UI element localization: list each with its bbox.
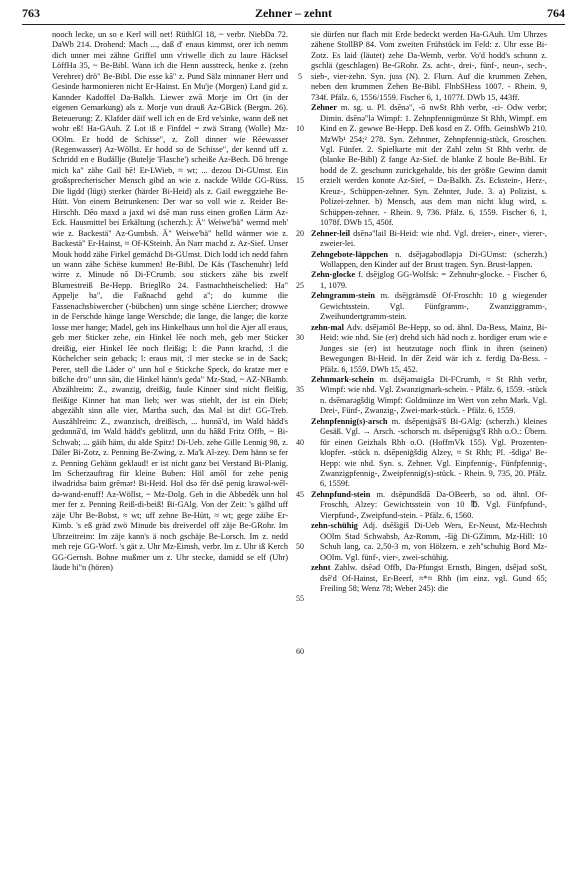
right-column <box>311 30 547 866</box>
left-column <box>52 30 288 866</box>
entry-body: m. dsējgrämsdē Of-Froschh: 10 g wiegender Gewichtsstein. Vgl. Fünfgramm-, Zwanziggramm-, Zweihundertgramm-stein. <box>320 291 547 322</box>
line-number: 40 <box>296 437 304 447</box>
line-number: 30 <box>296 333 304 343</box>
entry-continuation <box>311 30 547 103</box>
entry-headword: Zehner-leil <box>311 228 351 238</box>
line-number: 10 <box>296 124 304 134</box>
entry-body: n. dsējəgəbodləpjə Di-GUmst: (scherzh.) Wollappen, den Kinder auf der Brust tragen. Syn. Brust-lappen. <box>320 249 547 269</box>
dictionary-entry <box>311 521 547 563</box>
dictionary-entry <box>311 323 547 375</box>
entry-headword: Zehngebote-läppchen <box>311 249 388 259</box>
line-number: 60 <box>296 646 304 656</box>
dictionary-entry <box>311 417 547 490</box>
entry-body: nooch lecke, un so e Kerl will net! RüthlGl 18, ~ verbr. NiebDa 72. DaWb 214. Drohend: Mach ..., daß d' enaus kimmst, orer ich nemm dich unner mei zähne Griffel unn v'riwelle dich zu laure Häcksel LöffHa 35, ~ Be-Bibl. Wann ich die Henn ausstreck, henke z. (zehn Verehrer) drö" Be-Bibl. Die esse kā" z. Pund Sälz minnaner Herr und Gesinde harmonieren nicht Er-Hainst. En Mu'je (Morgen) Land gid z. Kannder Kadoffel Da-Balkh. Liewer zwā Morje im Ort (in der eigenen Gemarkung) als z. Morje vun drauß Az-GBick (Bergm. 26). Beteuerung: Z. Klafder däif well ich en de Erd ve'sinke, wann deß net wohr eß! Ha-GAuh. Z Lot iß e Finfdel = zwä Strang (Wolle) Mz-OOlm. Er hodd de Schisse", z. Zoll dinner wie Rēewasser (Regenwasser) Az-Wöllst. Er hodd so de Schisse", der kennd uff z. Schridd en e Budällje (Butelje 'Flasche') scheiße Az-Bech. Dō brenge mich ka" zähe Gail hē! Er-LWieb, ≈ wt; ... dezou Di-GUmst. Ein großsprecherischer Mensch gibd an wie z. nackde Wilde GG-Rüss. Die ligdd (lügt) sterker (härder Bi-Heid) als z. Gail eweggziehe Be-Hütt. Von einem Betrunkenen: Der war so voll wie z. Reider Be-Hirschh. Dēo maxd a jaxd wi dsē man russ einen großen Lärm Az-Eck. Hausmittel bei Erkältung (scherzh.): Ä" Weiwe'bä" wermd meh' wie z. Backestä" Az-Gumbsh. Ä" Weiwe'bä" helld wärmer wie z. Backestä" Er-Hainst, ≈ Of-KSteinh. Än Narr machd z. Az-Sief. Unser Mouk hodd zähe Firkel gemächd Di-GUmst. Dich lodd ich nedd fahrn un wann zähe Schëse kummen! Be-Bibl. De Käs (Taschenuhr) lefd wirre z. Minude nō Di-FCrumb. sou stickers zähe bis zwelf Blumestreiß Be-Hepp. BrieglRo 24. Fastnachtheischelied: Ha" Appelje ha", die Faßnachd gehd a"; do kumme die Fassenachsbiwercher (-bübchen) unn singe schëne Liercher; drowwe in de Ferschde hänge lange Werschde; die lange, die lange; die korze losse mer hange; Madel, geh ins Hinkelhaus unn hol die Ajer all eraus, geb mer Sticker zehe, ein Hinkel lēe noch meh, geb mer Sticker dreißig, eier Hinkel lēe noch fleißig; l: die Pann krachd, :l die Küchelcher sein geback; l: eraus mit, :l mer stecke se in de Sack; Perer, stell die Läder o" unn hol e Stickche Speck, do kratze mer e bißche dro" unn sän, die Hinkel hänn's geda" Mz-Stad, ~ AZ-NBamb. Abzählreim: Z., zwanzig, dreißig, faule Kinner sind nicht fleißig, fleißige Kinner hat man lieb; wer was stiehlt, der ist ein Dieb; abgezählt sinn alle vier, Martha such, das Mal ist dir! GG-Treb. Auszählreim: Z., zwanzisch, dreißisch, ... hunnā'd, im Wald hädd's gedunnā'd, im Wald hädd's geblitzd, unn du hāßd Fritz Offb, ~ Bi-Schwab; ... gäih häm, du alde Spitz! Di-Ueb. zehe Gille Lennig 98, z. Däler Bi-Zotz, z. Penning Be-Zwing, z. Ma'k Al-zey. Dem hänn se fer z. Penning Gehänn geklaud! er ist nicht ganz bei Verstand Bi-Planig. Im Scherzauftrag für kleine Buben: Höl amōl for zehe penig ilwadridsə baim grēmər! Bi-Heid. Hol dsə fēr dsē penig krawəl-wēl-də-wand-enuff! Az-Wöllst, ~ Mz-Dolg. Geh in die Abbedēk unn hol mer fer z. Penning Reiß-di-beiß! Bi-GAlg. Von der Zeit: 's gälhd uff zäje Uhr Be-Bobst, ≈ wt; uff zehne Be-Hütt, ≈ wt; gege zäihe Er-Kimb. 's eß gräd zwö Minude bis dreiverdel off zäje Be-GRohr. Im Uhrzeitreim: Im zäje kann's ä noch gschäje Be-Lorsch. Im z. nedd meh reje GG-Worf. 's gät z. Uhr Mz-Eimsh, verbr. Im z. Uhr iß Kerch GG-Gernsh. Bohne mußmer um z. Uhr stecke, damidd se elf (Uhr) läude hi"n (hören) <box>52 30 288 573</box>
entry-headword: Zehn-glocke <box>311 270 356 280</box>
dictionary-entry <box>311 103 547 228</box>
line-number: 50 <box>296 542 304 552</box>
dictionary-entry <box>311 229 547 250</box>
page-number-left: 763 <box>22 6 40 20</box>
entry-headword: zehnt <box>311 563 331 573</box>
entry-body: m. dsēpundšdā Da-OBeerb, so od. ähnl. Of-Froschh, Alzey: Gewichtsstein von 10 ℔. Vgl. Fünfpfund-, Vierpfund-, Zweipfund-stein. - Pfälz. 6, 1560. <box>320 489 547 520</box>
page-header <box>22 6 565 26</box>
entry-body: Adv. dsējəmōl Be-Hepp, so od. ähnl. Da-Bess, Mainz, Bi-Heid: wie nhd. Sie (er) drehd sich hād noch z. hordiger erum wie e Junges sie (er) ist heutzutage noch flink in ihren (seinen) Bewegungen Bi-Heid. In dēr Zeid wär ich z. ferdig Da-Bess. - Pfälz. 6, 1559. DWb 15, 452. <box>320 322 547 374</box>
line-number: 20 <box>296 228 304 238</box>
entry-body: dsēnə"lail Bi-Heid: wie nhd. Vgl. dreier-, einer-, vierer-, zweier-lei. <box>320 228 547 249</box>
entry-body: Zahlw. dsēəd Offb, Da-Pfungst Ernsth, Bingen, dsējad soSt, dsē'd Of-Hainst, Er-Beerf, ≈*≈ Rhh (im einz. vgl. Gund 65; Freiling 58; Wenz 78; Weber 245): die <box>320 563 547 594</box>
dictionary-entry <box>311 250 547 271</box>
dictionary-entry <box>311 563 547 594</box>
dictionary-entry <box>311 375 547 417</box>
entry-body: m. dsējəmaigšə Di-FCrumb, ≈ St Rhh verbr, Wimpf: wie nhd. Vgl. Zwanzigmark-schein. - Pfälz. 6, 1559. -stück n. dsēmarəgšdig Wimpf: Goldmünze im Wert von zehn Mark. Vgl. Drei-, Fünf-, Zwanzig-, Zwei-mark-stück. - Pfälz. 6, 1559. <box>320 374 547 416</box>
header-rule <box>22 24 565 25</box>
line-number: 45 <box>296 489 304 499</box>
page-number-right: 764 <box>547 6 565 20</box>
entry-headword: zehn-schühig <box>311 521 358 531</box>
entry-body: f. dsējglog GG-Wolfsk: = Zehnuhr-glocke. - Fischer 6, 1, 1079. <box>320 270 547 290</box>
dictionary-entry <box>311 490 547 521</box>
entry-body: m. dsēpeniġsā'š Bi-GAlg: (scherzh.) kleines Gesäß. Vgl. → Arsch. -schorsch m. dsēpeniġsg'š Rhh o.O.: Übern. für einen Geizhals Rhh o.O. (HoffmVk 155). Vgl. Prozenten-klopfer. -stück n. dsēpeniġšdig Alzey, ≈ St Rhh; Pl. -šdigə' Be-Hepp: wie nhd. Syn. s. Zehner. Vgl. Einpfennig-, Fünfpfennig-, Zwanzigpfennig-, Zweipfennig(s)-stück. - Rhein. 9, 735, 20. Pfälz. 6, 1559f. <box>320 416 547 489</box>
line-number: 5 <box>298 71 302 81</box>
line-number: 55 <box>296 594 304 604</box>
entry-headword: Zehnpfennig(s)-arsch <box>311 416 388 426</box>
entry-body: m. sg. u. Pl. dsēnə", -ō nwSt Rhh verbr, -ɛi- Odw verbr; Dimin. dsēnə"lə Wimpf: 1. Zehnpfennigmünze St Rhh, Wimpf. em Kind en Z. gewwe Be-Hepp. Deß kosd en Z. Offb. GeinshWb 210. MzWb¹ 254;² 278. Syn. Zehntner, Zehnpfennig-stück, Groschen. Vgl. Fünfer. 2. Spielkarte mit der Zahl zehn St Rhh verbr. de (blanke Be-Bibl) Z fange Az-Sief. de blanke Z houle Be-Bibl. Er hodd de Z. geschunn zurickgehalde, bis der größte Gewinn damit erzielt werden konnte Az-Sief, ~ Da-Balkh. Zs. Eckstein-, Herz-, Kreuz-, Schüppen-zehner. Syn. Zehnter, Jude. 3. a) Polizist, s. Polizei-zehner. b) Mensch, aus dem man nicht klug wird, s. Schüppen-zehner. - Rhein. 9, 736. Pfälz. 6, 1559. Fischer 6, 1, 1078f. DWb 15, 450f. <box>320 103 547 228</box>
entry-body: sie dürfen nur flach mit Erde bedeckt werden Ha-GAuh. Um Uhrzes zähene StollBP 84. Vom zweiten Frühstück im Feld: z. Uhr esse Bi-Zotz. Es laid (läutet) zehe Da-Wemb, verbr. Vo'd hodd's schunn z. gschlä (geschlagen) Be-GRohr. Zs. acht-, drei-, fünf-, neun-, sech-, sieb-, vier-zehn. Syn. juss (N). 2. Flurn. Auf die krummen Zehen, neben den krummen Zehen Be-Bibl. FlnbSHess 1007. - Rhein. 9, 734f. Pfälz. 6, 1556/1559. Fischer 6, 1, 1077f. DWb 15, 443ff. <box>311 30 547 102</box>
entry-headword: Zehner <box>311 103 337 113</box>
line-number: 35 <box>296 385 304 395</box>
entry-body: Adj. dsēšiġiš Di-Ueb Wers, Er-Neust, Mz-Hechtsh OOlm Stad Schwabsb, Az-Romm, -šiġ Di-GZimm, Mz-Hill: 10 Schuh lang, ca. 2,50-3 m, von Hölzern. e zeh"schuhig Bord Mz-OOlm. Vgl. fünf-, vier-, zwei-schühig. <box>320 521 547 562</box>
dictionary-entry <box>311 291 547 322</box>
line-numbers <box>290 30 310 866</box>
entry-headword: Zehngramm-stein <box>311 291 375 301</box>
entry-continuation <box>52 30 288 574</box>
running-title: Zehner – zehnt <box>254 6 333 20</box>
entry-headword: zehn-mal <box>311 322 344 332</box>
line-number: 25 <box>296 280 304 290</box>
entry-headword: Zehnpfund-stein <box>311 489 371 499</box>
line-number: 15 <box>296 176 304 186</box>
dictionary-entry <box>311 270 547 291</box>
entry-headword: Zehnmark-schein <box>311 374 375 384</box>
